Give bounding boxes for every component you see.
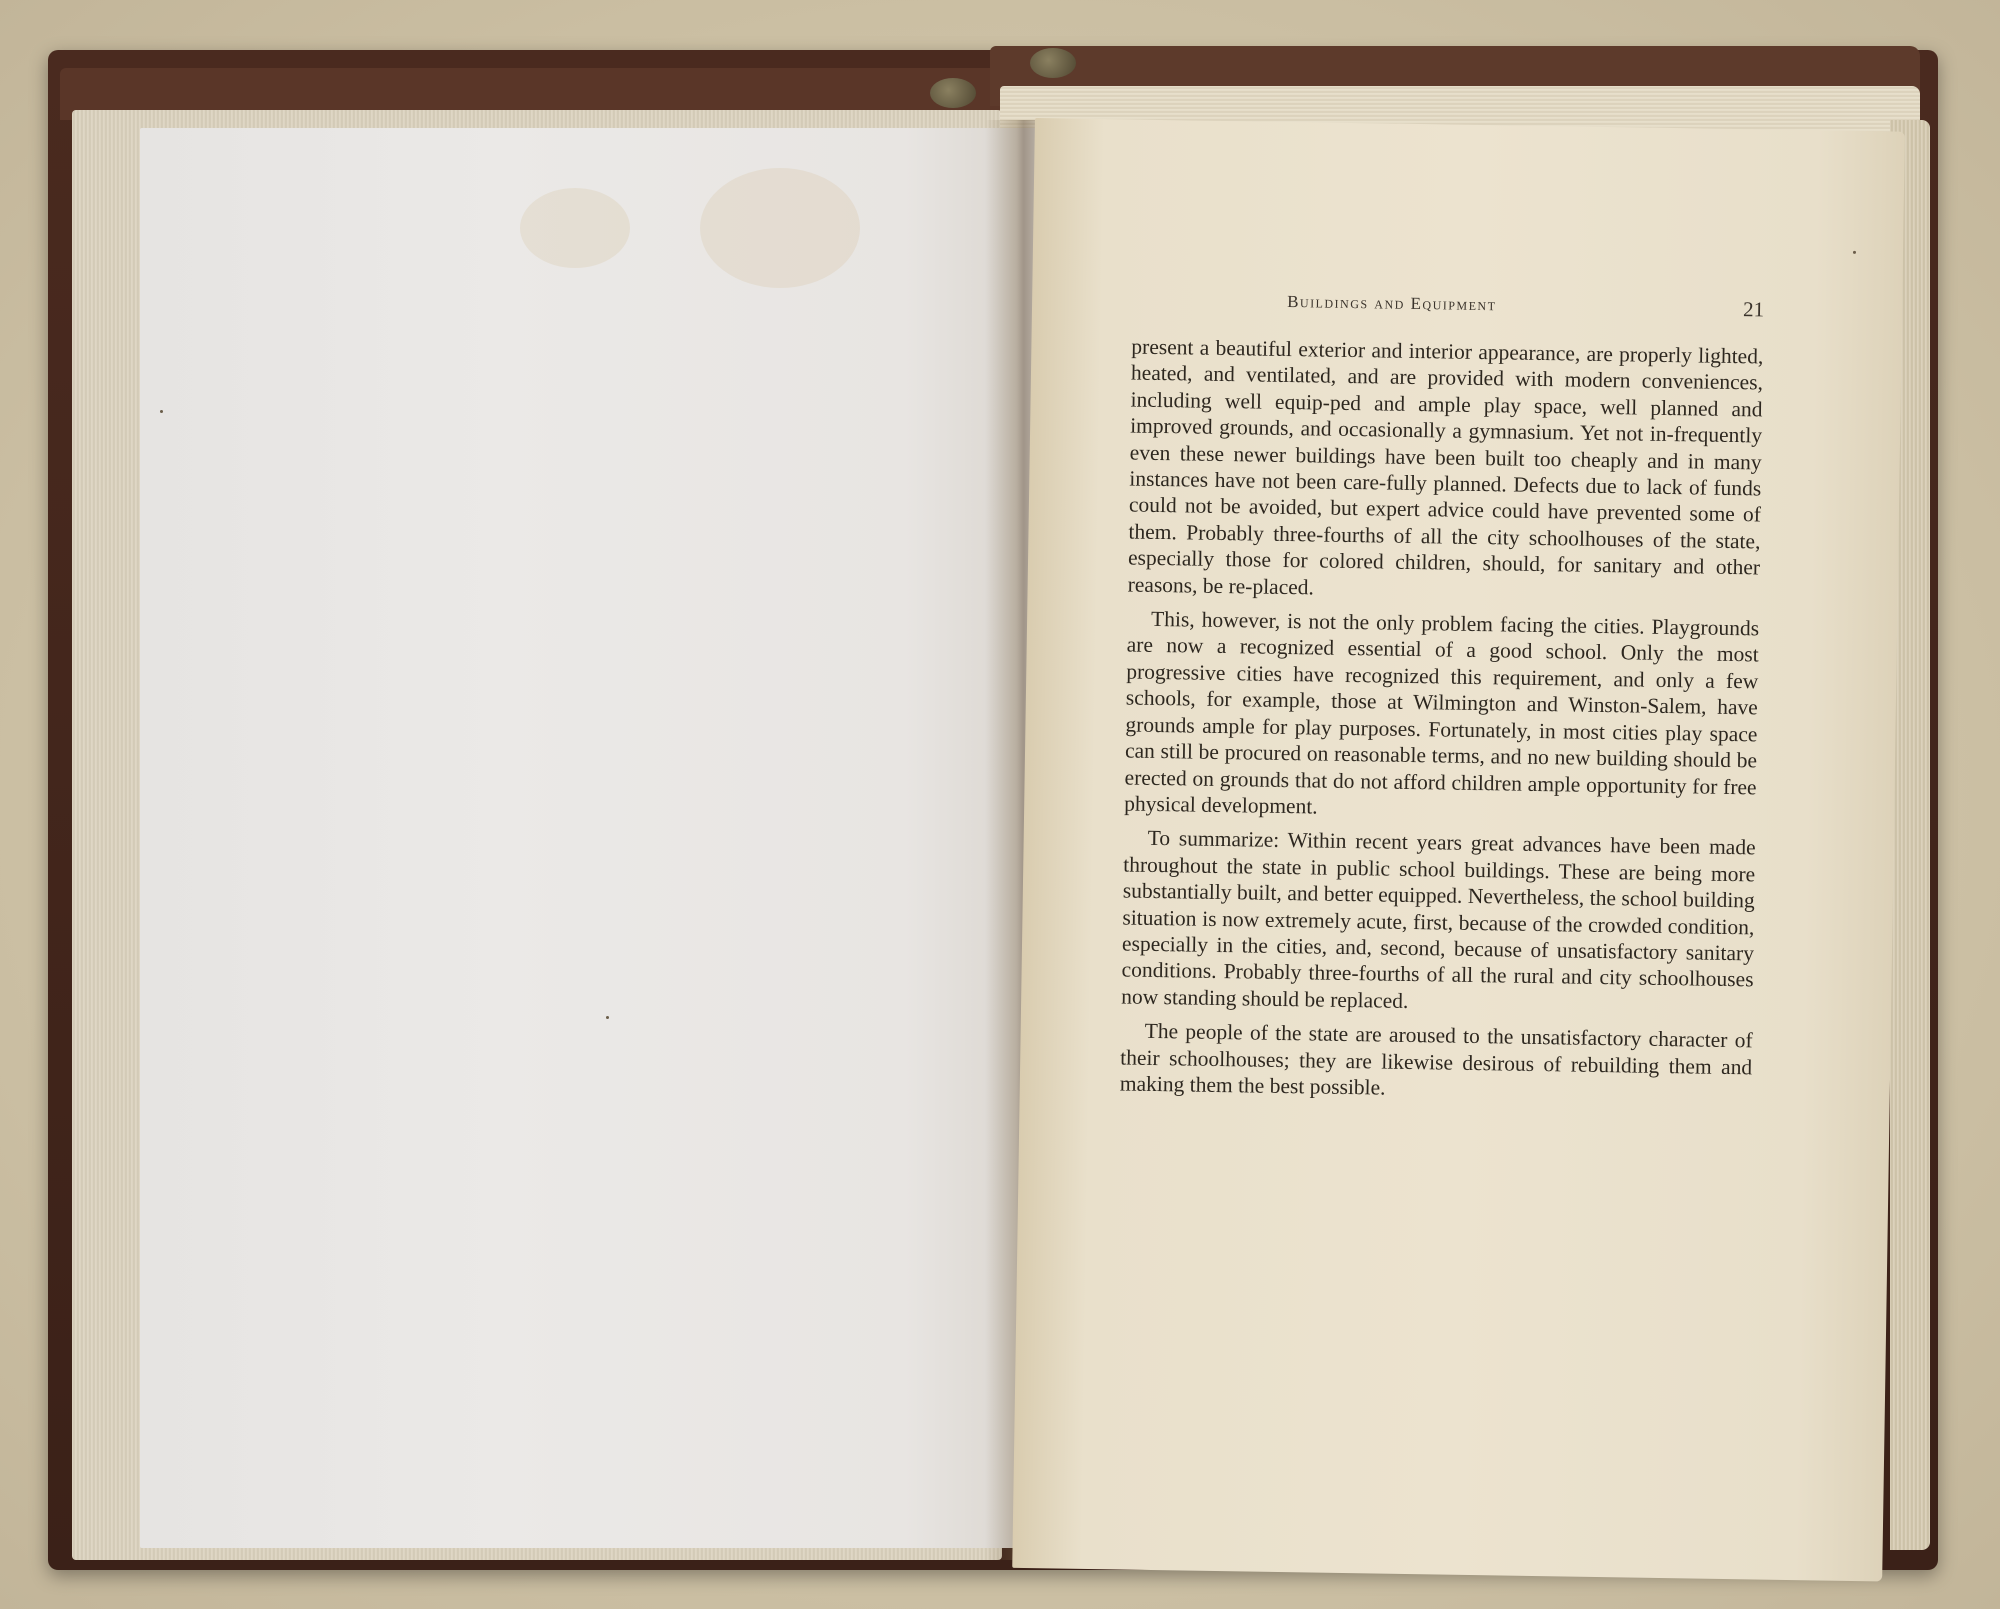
running-head-title: Buildings and Equipment (1286, 291, 1497, 315)
headband-right (1030, 48, 1076, 78)
paragraph: The people of the state are aroused to the unsatisfactory character of their schoolhouses; they are likewise desirous of rebuilding them and making them the best possible. (1119, 1018, 1753, 1100)
page-body-text (1120, 334, 1764, 1115)
foxing-stain (520, 188, 630, 268)
running-head (1132, 280, 1764, 324)
paragraph: To summarize: Within recent years great advances have been made throughout the state in public school buildings. These are being more substantially built, and better equipped. Nevertheless, the school building situation is now extremely acute, first, because of the crowded condition, especially in the cities, and, second, because of unsatisfactory sanitary conditions. Probably three-fourths of all the rural and city schoolhouses now standing should be replaced. (1121, 826, 1756, 1013)
page-number: 21 (1742, 297, 1765, 322)
paper-speck (160, 410, 163, 413)
paragraph: This, however, is not the only problem facing the cities. Playgrounds are now a recognized essential of a good school. Only the most progressive cities have recognized this requirement, and only a few schools, for example, those at Wilmington and Winston-Salem, have grounds ample for play purposes. Fortunately, in most cities play space can still be procured on reasonable terms, and no new building should be erected on grounds that do not afford children ample opportunity for free physical development. (1124, 606, 1760, 819)
left-blank-page (140, 128, 1040, 1548)
paper-speck (606, 1016, 609, 1019)
paper-speck (1853, 251, 1856, 254)
paragraph: present a beautiful exterior and interior appearance, are properly lighted, heated, and ventilated, and are provided with modern conveniences, including well equip-ped and ample play space, well planned and improved grounds, and occasionally a gymnasium. Yet not in-frequently even these newer buildings have been built too cheaply and in many instances have not been care-fully planned. Defects due to lack of funds could not be avoided, but expert advice could have prevented some of them. Probably three-fourths of all the city schoolhouses of the state, especially those for colored children, should, for sanitary and other reasons, be re-placed. (1127, 334, 1764, 600)
foxing-stain (700, 168, 860, 288)
right-printed-page (1012, 118, 1905, 1581)
headband-left (930, 78, 976, 108)
